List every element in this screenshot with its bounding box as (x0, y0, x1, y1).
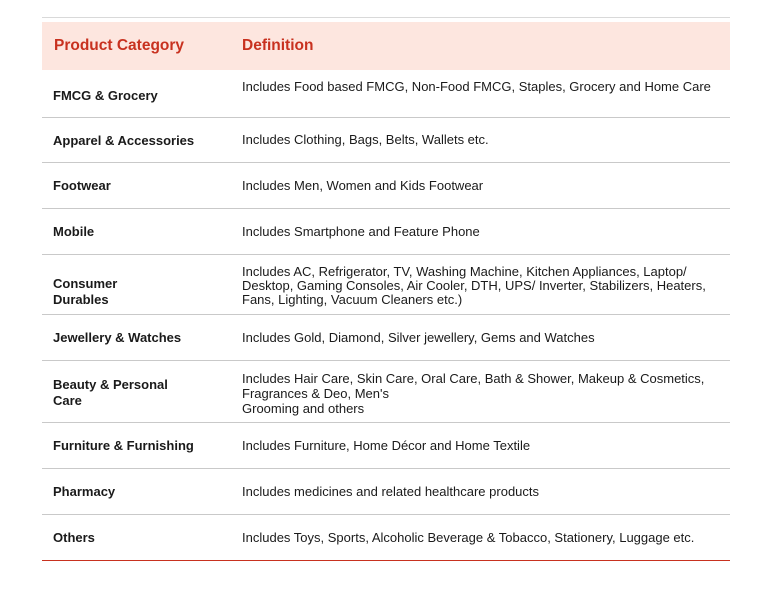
top-rule (42, 17, 730, 18)
definition-text: Includes Hair Care, Skin Care, Oral Care, Bath & Shower, Makeup & Cosmetics, (242, 371, 705, 386)
definition-text: Includes medicines and related healthcare products (242, 483, 540, 499)
category-cell (42, 163, 242, 208)
table-row (42, 209, 730, 255)
category-label: Pharmacy (53, 484, 116, 499)
header-definition: Definition (242, 37, 314, 54)
definition-cell (242, 163, 730, 208)
definition-text: Includes AC, Refrigerator, TV, Washing Machine, Kitchen Appliances, Laptop/ (242, 263, 687, 279)
category-label: Beauty & Personal (53, 376, 168, 392)
definition-cell (242, 469, 730, 514)
definition-cell (242, 315, 730, 360)
definition-text: Includes Furniture, Home Décor and Home Textile (242, 437, 531, 453)
category-label: Care (53, 392, 82, 408)
category-label: Mobile (53, 224, 95, 239)
definition-text: Includes Smartphone and Feature Phone (242, 223, 480, 239)
category-cell (42, 118, 242, 162)
category-label: FMCG & Grocery (53, 87, 158, 103)
header-product-category: Product Category (54, 37, 185, 54)
definition-text: Fragrances & Deo, Men's (242, 386, 389, 401)
category-cell (42, 515, 242, 560)
table-header (42, 22, 730, 70)
category-label: Furniture & Furnishing (53, 438, 194, 453)
category-cell (42, 315, 242, 360)
definition-text: Grooming and others (242, 401, 365, 416)
category-label: Footwear (53, 178, 111, 193)
category-label: Durables (53, 291, 109, 307)
category-cell (42, 361, 242, 422)
definition-cell (242, 255, 730, 314)
table-row (42, 163, 730, 209)
definition-cell (242, 118, 730, 162)
category-cell (42, 255, 242, 314)
category-cell (42, 209, 242, 254)
definition-cell (242, 423, 730, 468)
table-row (42, 515, 730, 561)
definition-text: Includes Men, Women and Kids Footwear (242, 177, 484, 193)
definition-text: Includes Food based FMCG, Non-Food FMCG, Staples, Grocery and Home Care (242, 79, 711, 94)
table-row (42, 469, 730, 515)
table-row (42, 255, 730, 315)
category-cell (42, 423, 242, 468)
definition-cell (242, 361, 730, 422)
category-label: Others (53, 530, 95, 545)
category-cell (42, 469, 242, 514)
table-row (42, 315, 730, 361)
table-row (42, 118, 730, 163)
definition-text: Includes Toys, Sports, Alcoholic Beverage & Tobacco, Stationery, Luggage etc. (242, 529, 695, 545)
definition-cell (242, 209, 730, 254)
category-label: Jewellery & Watches (53, 330, 182, 345)
category-label: Consumer (53, 275, 118, 291)
definition-text: Fans, Lighting, Vacuum Cleaners etc.) (242, 291, 463, 307)
category-label: Apparel & Accessories (53, 132, 195, 148)
table-row (42, 70, 730, 118)
product-category-table (42, 17, 730, 561)
table-row (42, 423, 730, 469)
category-cell (42, 70, 242, 117)
table-row (42, 361, 730, 423)
definition-text: Includes Clothing, Bags, Belts, Wallets etc. (242, 132, 489, 147)
definition-text: Desktop, Gaming Consoles, Air Cooler, DTH, UPS/ Inverter, Stabilizers, Heaters, (242, 277, 706, 293)
definition-text: Includes Gold, Diamond, Silver jewellery, Gems and Watches (242, 329, 595, 345)
definition-cell (242, 515, 730, 560)
definition-cell (242, 70, 730, 117)
